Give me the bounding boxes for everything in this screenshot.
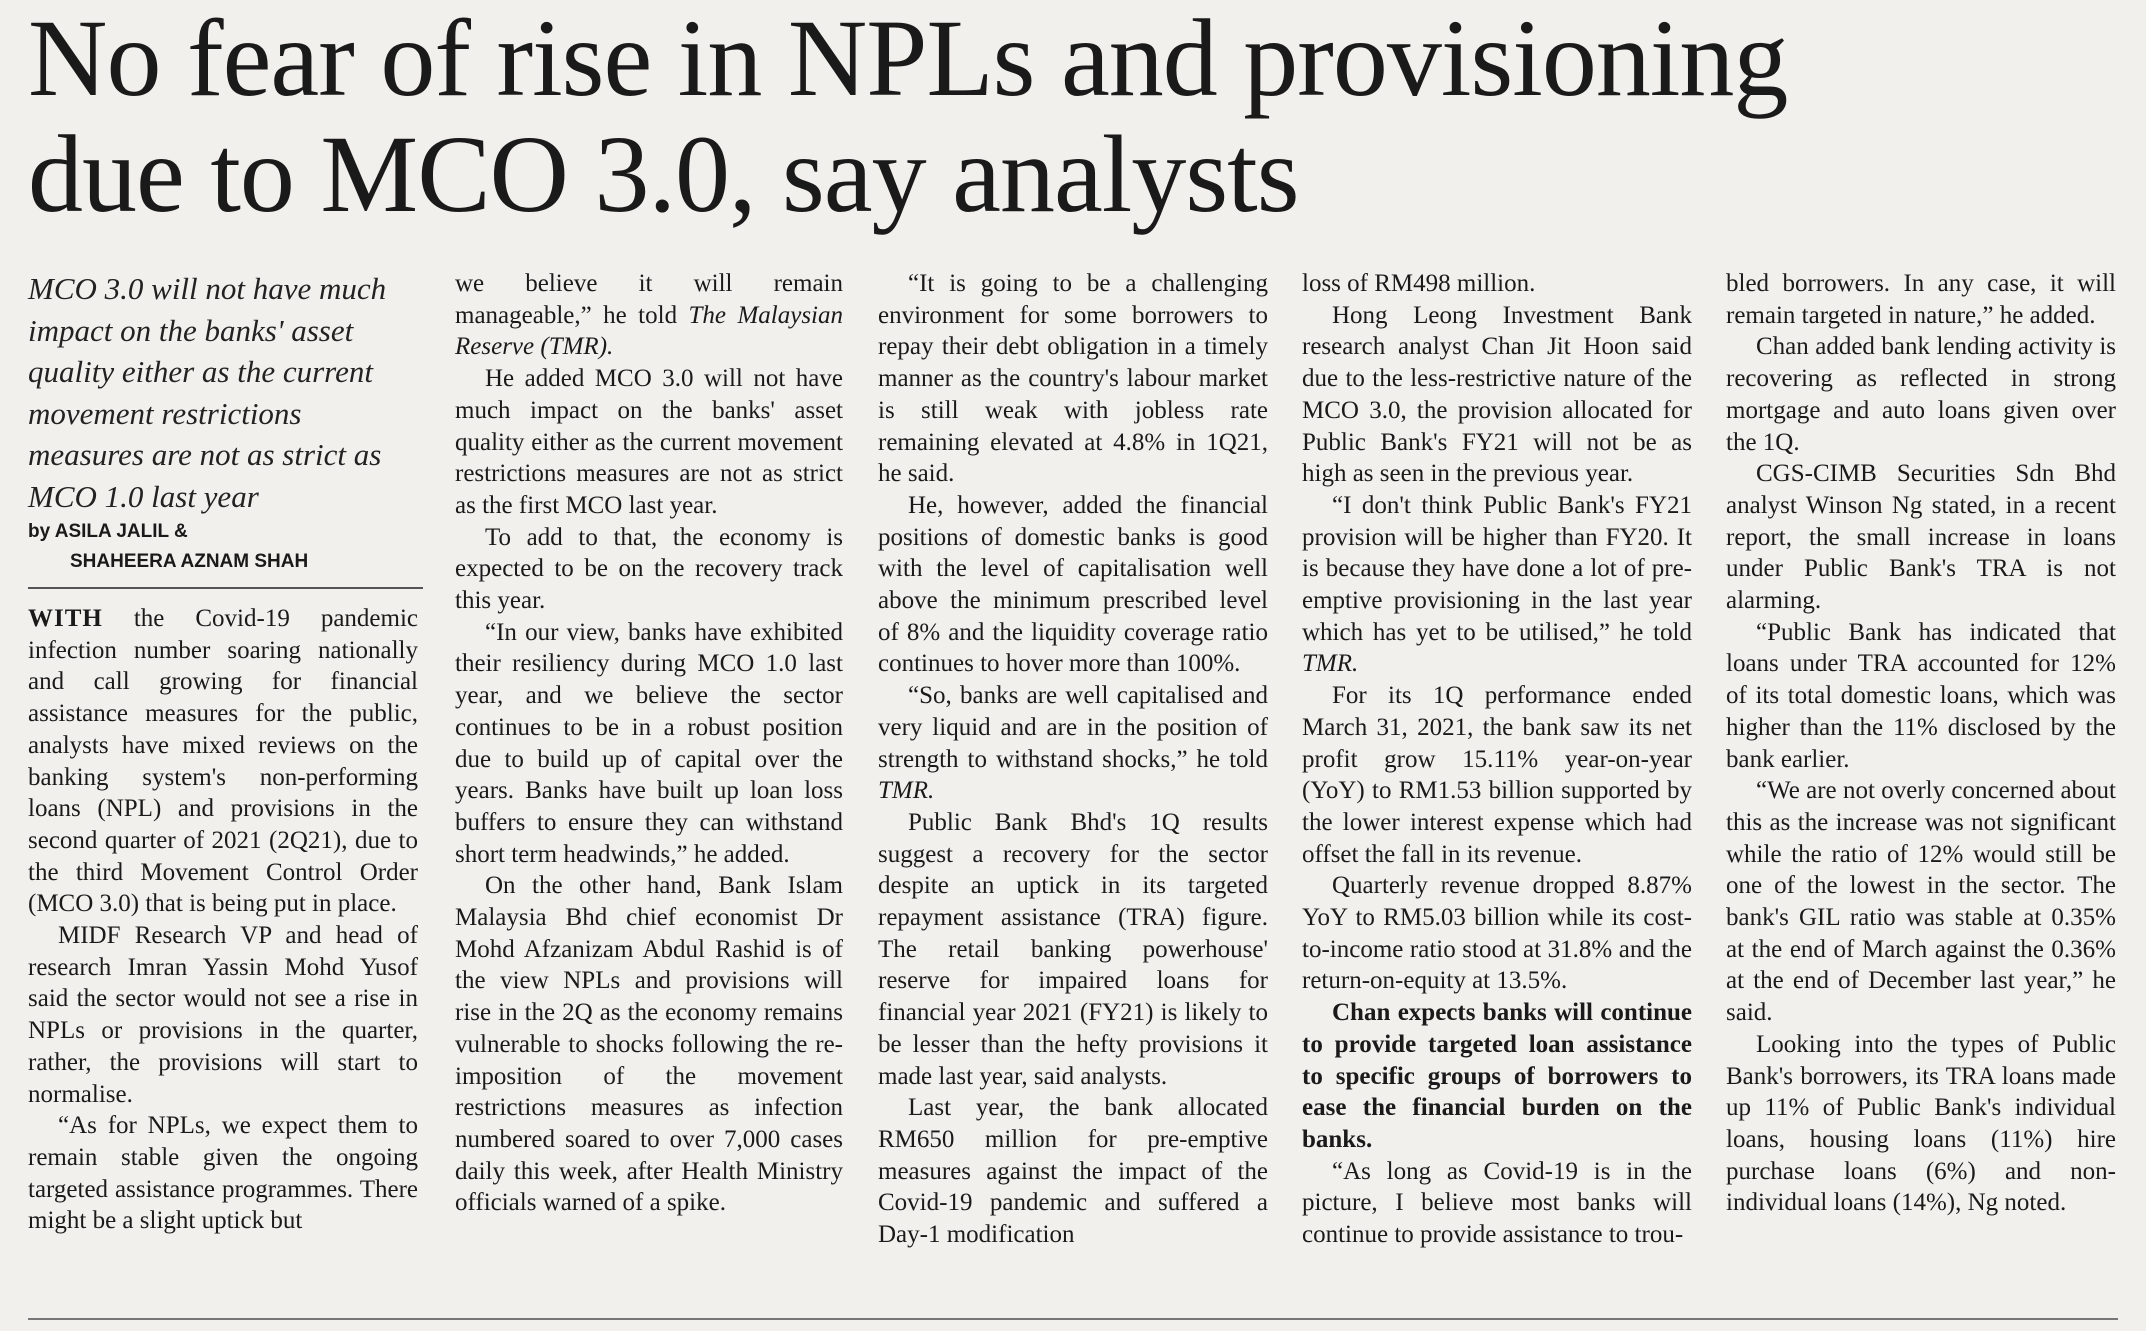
paragraph: loss of RM498 million.: [1302, 270, 1536, 297]
standfirst: MCO 3.0 will not have much impact on the banks' asset quality either as the current movement restrictions measures are not as strict as MCO 1.0 last year: [28, 271, 387, 514]
paragraph: “We are not overly concerned about this as the increase was not significant while the ratio of 12% would still be one of the lowest in the sector. The bank's GIL ratio was stable at 0.35% at the end of March against the 0.36% at the end of December last year,” he said.: [1726, 777, 2116, 1027]
paragraph: To add to that, the economy is expected to be on the recovery track this year.: [455, 523, 843, 615]
paragraph: [28, 603, 418, 920]
article-column-3: [878, 268, 1268, 1251]
paragraph: “As for NPLs, we expect them to remain stable given the ongoing targeted assistance programmes. There might be a slight uptick but: [28, 1112, 418, 1235]
paragraph: For its 1Q performance ended March 31, 2021, the bank saw its net profit grow 15.11% year-on-year (YoY) to RM1.53 billion supported by the lower interest expense which had offset the fall in its revenue.: [1302, 682, 1692, 868]
paragraph: bled borrowers. In any case, it will remain targeted in nature,” he added.: [1726, 270, 2116, 329]
article-column-4: [1302, 268, 1692, 1251]
paragraph: Chan expects banks will continue to provide targeted loan assistance to specific groups of borrowers to ease the financial burden on the banks.: [1302, 999, 1692, 1153]
paragraph: He, however, added the financial positions of domestic banks is good with the level of capitalisation well above the minimum prescribed level of 8% and the liquidity coverage ratio continues to hover more than 100%.: [878, 491, 1268, 678]
paragraph-text: we believe it will remain manageable,” he told: [455, 270, 843, 329]
paragraph: Chan added bank lending activity is recovering as reflected in strong mortgage and auto loans given over the 1Q.: [1726, 333, 2116, 456]
byline-line-2: SHAHEERA AZNAM SHAH: [70, 551, 309, 572]
article-column-1: [28, 268, 418, 1237]
paragraph: CGS-CIMB Securities Sdn Bhd analyst Winson Ng stated, in a recent report, the small increase in loans under Public Bank's TRA is not alarming.: [1726, 460, 2116, 615]
paragraph: Looking into the types of Public Bank's borrowers, its TRA loans made up 11% of Public Bank's individual loans, housing loans (11%) hire purchase loans (6%) and non-individual loans (14%), Ng noted.: [1726, 1030, 2116, 1217]
headline: [28, 0, 2128, 235]
headline-line-1: No fear of rise in NPLs and provisioning: [28, 0, 1788, 119]
paragraph: Hong Leong Investment Bank research analyst Chan Jit Hoon said due to the less-restrictive nature of the MCO 3.0, the provision allocated for Public Bank's FY21 will not be as high as seen in the previous year.: [1302, 301, 1692, 488]
byline: [28, 517, 418, 577]
bottom-divider: [28, 1318, 2118, 1320]
byline-line-1: by ASILA JALIL &: [28, 521, 188, 542]
paragraph-text: “So, banks are well capitalised and very liquid and are in the position of strength to withstand shocks,” he told: [878, 682, 1268, 773]
paragraph: “In our view, banks have exhibited their resiliency during MCO 1.0 last year, and we believe the sector continues to be in a robust position due to build up of capital over the years. Banks have built up loan loss buffers to ensure they can withstand short term headwinds,” he added.: [455, 618, 843, 868]
paragraph: [878, 680, 1268, 807]
paragraph: He added MCO 3.0 will not have much impact on the banks' asset quality either as the current movement restrictions measures are not as strict as the first MCO last year.: [455, 365, 843, 519]
article-column-5: [1726, 268, 2116, 1219]
paragraph-text: the Covid-19 pandemic infection number soaring nationally and call growing for financial assistance measures for the public, analysts have mixed reviews on the banking system's non-performing loans (NPL) and provisions in the second quarter of 2021 (2Q21), due to the third Movement Control Order (MCO 3.0) that is being put in place.: [28, 605, 418, 918]
paragraph: On the other hand, Bank Islam Malaysia Bhd chief economist Dr Mohd Afzanizam Abdul Rashid is of the view NPLs and provisions will rise in the 2Q as the economy remains vulnerable to shocks following the re-imposition of the movement restrictions measures as infection numbered soared to over 7,000 cases daily this week, after Health Ministry officials warned of a spike.: [455, 872, 843, 1217]
paragraph: Quarterly revenue dropped 8.87% YoY to RM5.03 billion while its cost-to-income ratio stood at 31.8% and the return-on-equity at 13.5%.: [1302, 872, 1692, 995]
paragraph: MIDF Research VP and head of research Imran Yassin Mohd Yusof said the sector would not see a rise in NPLs or provisions in the quarter, rather, the provisions will start to normalise.: [28, 922, 418, 1108]
paragraph: Last year, the bank allocated RM650 million for pre-emptive measures against the impact of the Covid-19 pandemic and suffered a Day-1 modification: [878, 1094, 1268, 1249]
headline-line-2: due to MCO 3.0, say analysts: [28, 113, 1299, 235]
lead-word: WITH: [28, 605, 103, 632]
paragraph: Public Bank Bhd's 1Q results suggest a recovery for the sector despite an uptick in its targeted repayment assistance (TRA) figure. The retail banking powerhouse' reserve for impaired loans for financial year 2021 (FY21) is likely to be lesser than the hefty provisions it made last year, said analysts.: [878, 808, 1268, 1090]
paragraph: “It is going to be a challenging environment for some borrowers to repay their debt obligation in a timely manner as the country's labour market is still weak with jobless rate remaining elevated at 4.8% in 1Q21, he said.: [878, 270, 1268, 488]
paragraph: [1302, 490, 1692, 680]
paragraph-text: “I don't think Public Bank's FY21 provision will be higher than FY20. It is because they have done a lot of pre-emptive provisioning in the last year which has yet to be utilised,” he told: [1302, 491, 1692, 646]
publication-name: TMR.: [1302, 650, 1359, 678]
publication-name: TMR.: [878, 777, 935, 805]
paragraph: “As long as Covid-19 is in the picture, I believe most banks will continue to provide assistance to trou-: [1302, 1157, 1692, 1249]
paragraph: [455, 268, 843, 363]
article-column-2: [455, 268, 843, 1219]
publication-name: The Malaysian Reserve (TMR).: [455, 301, 843, 361]
byline-divider: [28, 587, 423, 589]
paragraph: “Public Bank has indicated that loans under TRA accounted for 12% of its total domestic loans, which was higher than the 11% disclosed by the bank earlier.: [1726, 618, 2116, 773]
